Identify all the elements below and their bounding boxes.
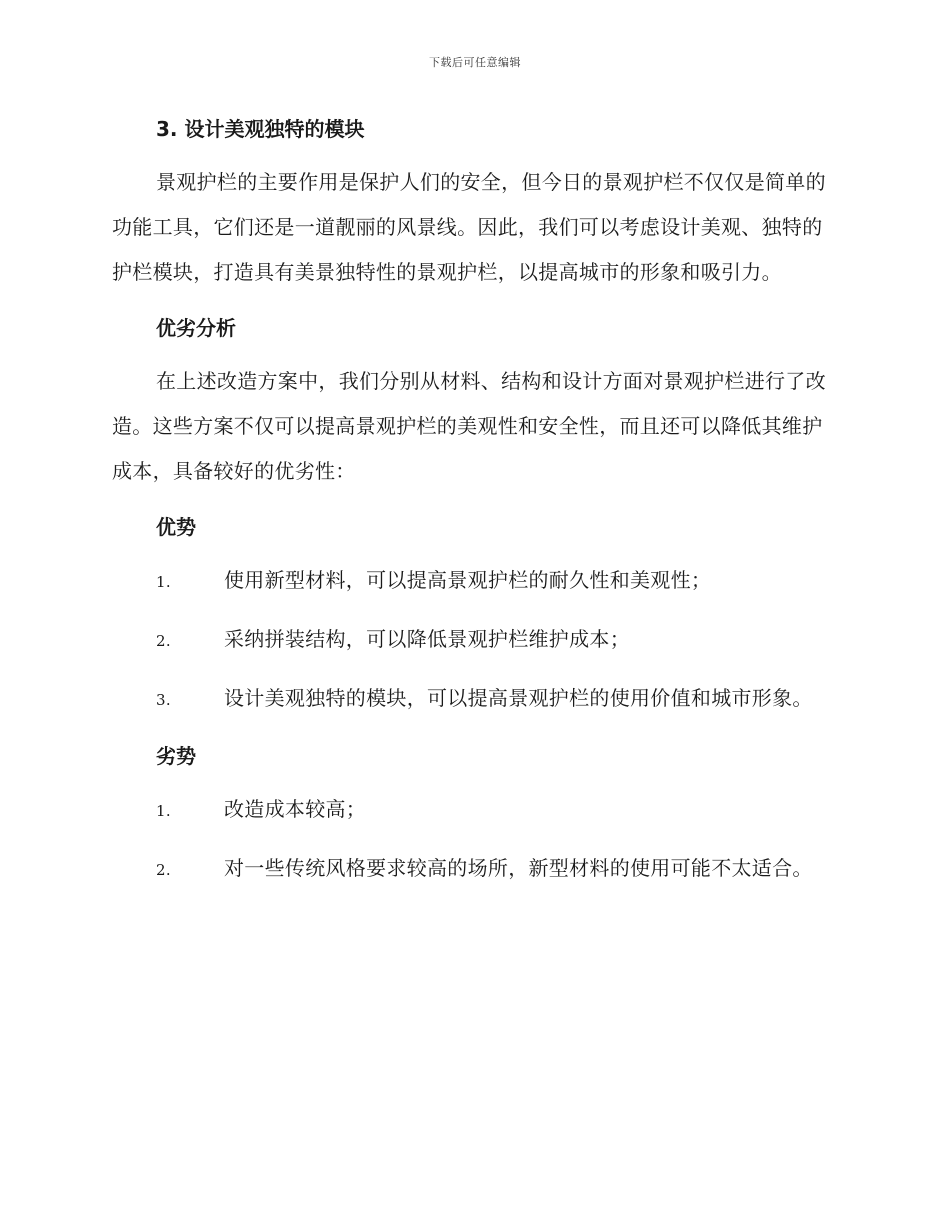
document-body [112,110,832,893]
list-text: 改造成本较高； [224,797,367,821]
list-number: 2. [156,632,171,650]
list-text: 采纳拼装结构，可以降低景观护栏维护成本； [224,627,630,651]
disadvantages-heading: 劣势 [156,744,196,768]
list-text: 对一些传统风格要求较高的场所，新型材料的使用可能不太适合。 [224,856,813,880]
list-number: 3. [156,691,171,709]
list-number: 1. [156,573,171,591]
list-text: 设计美观独特的模块，可以提高景观护栏的使用价值和城市形象。 [224,686,813,710]
analysis-paragraph: 在上述改造方案中，我们分别从材料、结构和设计方面对景观护栏进行了改造。这些方案不仅可以提高景观护栏的美观性和安全性，而且还可以降低其维护成本，具备较好的优劣性： [112,369,826,483]
advantages-heading: 优势 [156,515,196,539]
list-number: 1. [156,802,171,820]
section-heading: 3. 设计美观独特的模块 [156,117,365,141]
advantage-item [112,676,832,723]
disadvantage-item [112,787,832,834]
section-paragraph: 景观护栏的主要作用是保护人们的安全，但今日的景观护栏不仅仅是简单的功能工具，它们还是一道靓丽的风景线。因此，我们可以考虑设计美观、独特的护栏模块，打造具有美景独特性的景观护栏，以提高城市的形象和吸引力。 [112,170,826,284]
disadvantage-item [112,846,832,893]
header-note: 下载后可任意编辑 [429,56,521,69]
list-number: 2. [156,861,171,879]
advantage-item [112,558,832,605]
analysis-heading: 优劣分析 [156,316,236,340]
list-text: 使用新型材料，可以提高景观护栏的耐久性和美观性； [224,568,712,592]
advantage-item [112,617,832,664]
